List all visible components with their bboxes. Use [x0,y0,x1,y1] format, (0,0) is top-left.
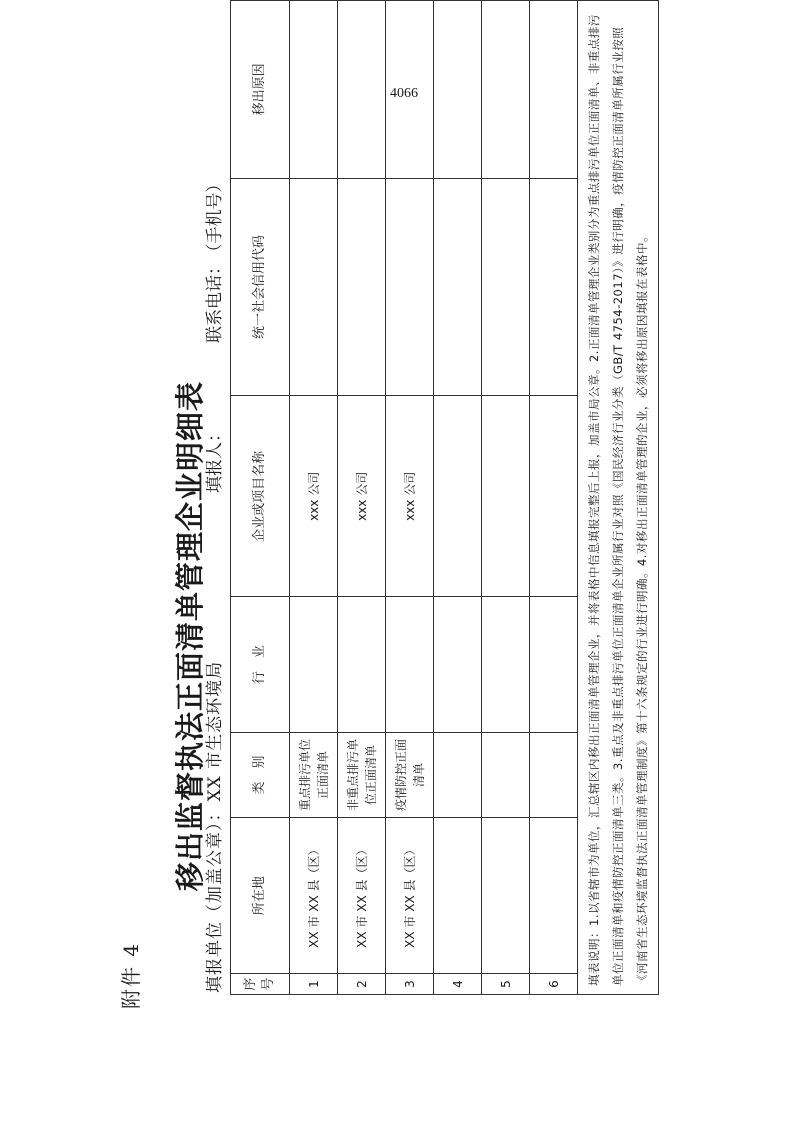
cell-location [530,818,578,974]
cell-category [434,732,482,818]
cell-reason [434,1,482,179]
cell-category: 非重点排污单位正面清单 [338,732,386,818]
fill-instructions: 填表说明：1.以省辖市为单位，汇总辖区内移出正面清单管理企业，并将表格中信息填报完整后上报，加盖市局公章。2.正面清单管理企业类别分为重点排污单位正面清单、非重点排污单位正面清单和疫情防控正面清单三类。3.重点及非重点排污单位正面清单企业所属行业对照《国民经济行业分类（GB/T 4754-2017）》进行明确，疫情防控正面清单所属行业按照《河南省生态环境监督执法正面清单管理制度》第十六条规定的行业进行明确。4.对移出正面清单管理的企业，必须将移出原因填报在表格中。 [578,1,659,995]
cell-industry [434,597,482,732]
table-row [338,1,386,995]
page-number: 4066 [390,86,418,101]
cell-reason [530,1,578,179]
cell-credit-code [386,178,434,396]
header-category: 类 别 [231,732,290,818]
header-no: 序号 [231,974,290,995]
header-reason: 移出原因 [231,1,290,179]
cell-industry [482,597,530,732]
reporter-line [200,425,225,493]
cell-location [482,818,530,974]
table-row [386,1,434,995]
cell-reason [482,1,530,179]
cell-location [434,818,482,974]
header-credit-code: 统一社会信用代码 [231,178,290,396]
header-location: 所在地 [231,818,290,974]
cell-industry [530,597,578,732]
cell-no: 5 [482,974,530,995]
cell-name: xxx 公司 [338,396,386,597]
cell-credit-code [482,178,530,396]
cell-no: 2 [338,974,386,995]
table-row [290,1,338,995]
header-industry: 行 业 [231,597,290,732]
cell-credit-code [338,178,386,396]
cell-credit-code [530,178,578,396]
cell-name [482,396,530,597]
cell-category [482,732,530,818]
cell-name: xxx 公司 [290,396,338,597]
table-row [482,1,530,995]
cell-reason [338,1,386,179]
cell-no: 4 [434,974,482,995]
contact-line [200,176,225,344]
cell-name [434,396,482,597]
cell-name [530,396,578,597]
cell-no: 3 [386,974,434,995]
cell-industry [386,597,434,732]
reporter-label: 填报人： [205,425,225,493]
cell-no: 6 [530,974,578,995]
cell-industry [290,597,338,732]
contact-label: 联系电话： [205,258,225,343]
cell-location: XX 市 XX 县（区） [338,818,386,974]
cell-category: 疫情防控正面清单 [386,732,434,818]
cell-industry [338,597,386,732]
table-row [434,1,482,995]
table-header-row [231,1,290,995]
cell-credit-code [290,178,338,396]
cell-no: 1 [290,974,338,995]
page-title: 移出监督执法正面清单管理企业明细表 [173,380,207,891]
cell-credit-code [434,178,482,396]
cell-name: xxx 公司 [386,396,434,597]
attachment-label: 附件 4 [119,941,143,1009]
contact-value: （手机号） [205,175,225,252]
fill-unit-line [200,661,225,993]
detail-table [230,0,659,995]
unit-label: 填报单位（加盖公章）： [205,803,225,993]
notes-row [578,1,659,995]
cell-category: 重点排污单位正面清单 [290,732,338,818]
cell-location: XX 市 XX 县（区） [386,818,434,974]
unit-value: XX 市生态环境局 [205,660,225,802]
cell-reason [290,1,338,179]
cell-category [530,732,578,818]
cell-location: XX 市 XX 县（区） [290,818,338,974]
header-name: 企业或项目名称 [231,396,290,597]
table-row [530,1,578,995]
